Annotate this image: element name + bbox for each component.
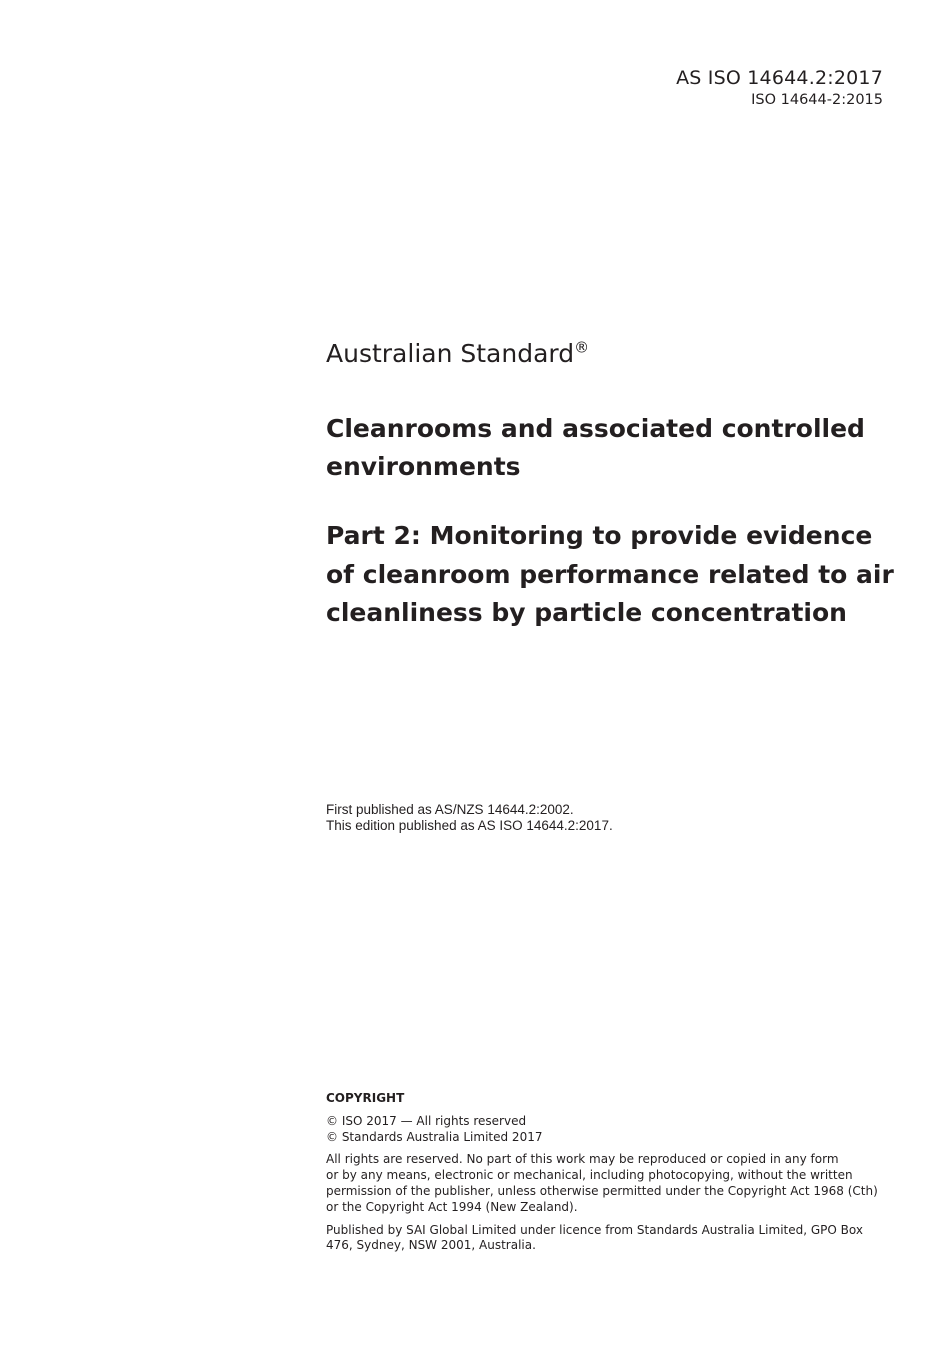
title-line: Cleanrooms and associated controlled: [326, 414, 865, 443]
registered-mark: ®: [574, 338, 590, 357]
publisher-statement: [326, 1223, 896, 1255]
rights-line: or by any means, electronic or mechanical, including photocopying, without the written: [326, 1168, 853, 1183]
publisher-line: Published by SAI Global Limited under licence from Standards Australia Limited, GPO Box: [326, 1222, 863, 1237]
subtitle-line: of cleanroom performance related to air: [326, 559, 894, 589]
standard-number: AS ISO 14644.2:2017: [676, 67, 883, 89]
title-block: [326, 336, 906, 633]
subtitle-line: cleanliness by particle concentration: [326, 598, 847, 627]
this-edition: This edition published as AS ISO 14644.2:2017.: [326, 818, 613, 833]
title-line: environments: [326, 452, 521, 481]
document-subtitle: [326, 517, 906, 633]
first-published: First published as AS/NZS 14644.2:2002.: [326, 802, 574, 817]
series-name: [326, 336, 906, 372]
copyright-notice: [326, 1091, 896, 1261]
rights-statement: [326, 1152, 896, 1215]
rights-line: or the Copyright Act 1994 (New Zealand).: [326, 1199, 578, 1214]
copyright-heading: COPYRIGHT: [326, 1091, 405, 1105]
copyright-owner: © ISO 2017 — All rights reserved: [326, 1113, 527, 1128]
subtitle-line: Part 2: Monitoring to provide evidence: [326, 521, 873, 550]
standard-designation: [676, 66, 883, 110]
rights-line: permission of the publisher, unless otherwise permitted under the Copyright Act 1968 (Cth): [326, 1183, 878, 1198]
series-name-text: Australian Standard: [326, 339, 575, 368]
copyright-owner: © Standards Australia Limited 2017: [326, 1129, 543, 1144]
publication-history: [326, 802, 613, 834]
copyright-owners: [326, 1114, 896, 1146]
document-title: [326, 410, 906, 486]
publisher-line: 476, Sydney, NSW 2001, Australia.: [326, 1238, 536, 1253]
iso-number: ISO 14644-2:2015: [751, 92, 883, 108]
rights-line: All rights are reserved. No part of this work may be reproduced or copied in any form: [326, 1152, 839, 1167]
